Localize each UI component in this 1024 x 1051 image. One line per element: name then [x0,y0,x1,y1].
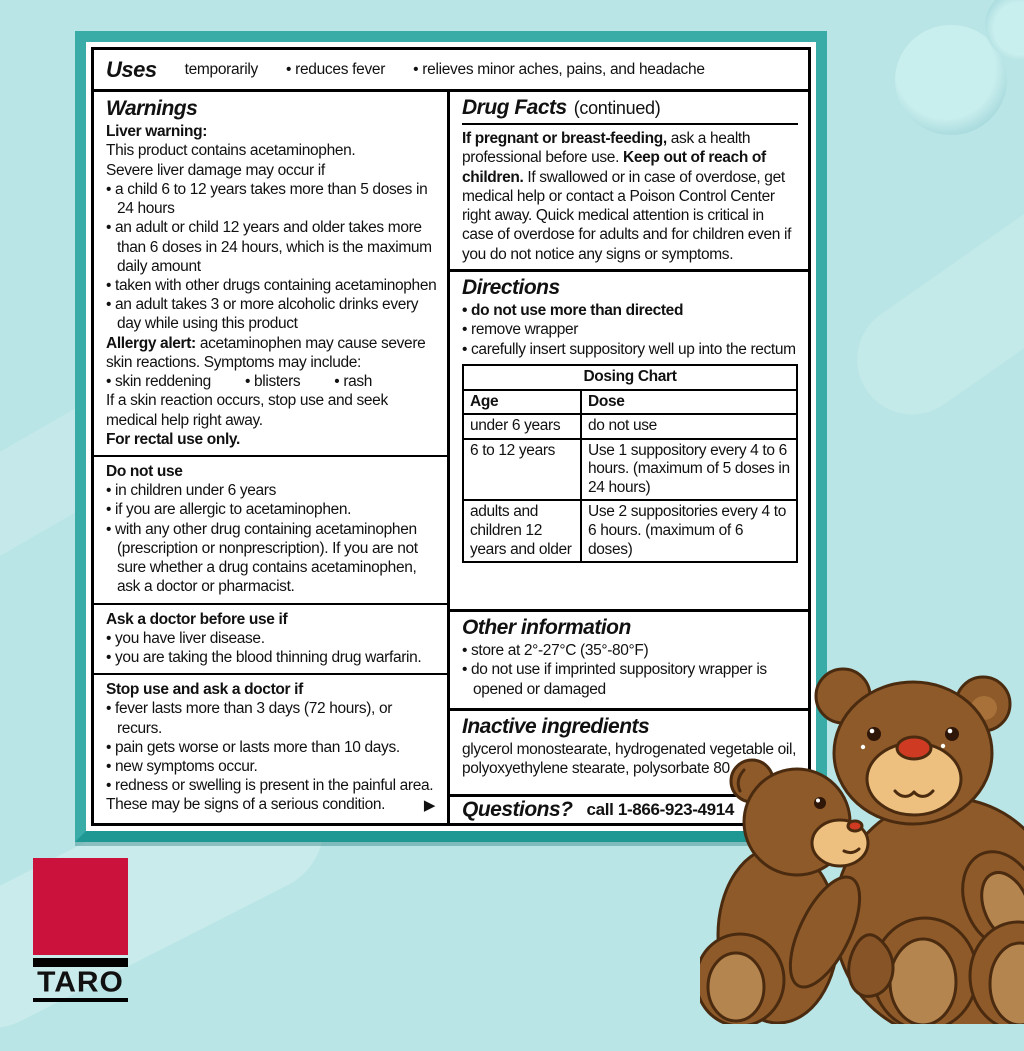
pregnancy-bold: If pregnant or breast-feeding, [462,130,667,148]
uses-item: • relieves minor aches, pains, and headache [413,60,705,78]
liver-bullet: • a child 6 to 12 years takes more than 5 doses in 24 hours [106,180,428,218]
do-not-use-bullet: • with any other drug containing acetaminophen (prescription or nonprescription). If you are not sure whether a drug contains acetaminophen, ask a doctor or pharmacist. [106,520,418,596]
do-not-use-bullet: • if you are allergic to acetaminophen. [106,501,352,519]
liver-warning-title: Liver warning: [106,123,208,141]
directions-bullet: • carefully insert suppository well up into the rectum [462,340,796,358]
questions-phone: call 1-866-923-4914 [586,800,734,820]
dosing-dose-cell: do not use [581,414,797,439]
pregnancy-warning-paragraph [462,129,798,264]
table-row [463,439,797,501]
allergy-symptom: • skin reddening [106,373,211,391]
table-row [463,500,797,562]
section-divider [94,455,447,457]
directions-bullet: • remove wrapper [462,321,579,339]
allergy-reaction-line: If a skin reaction occurs, stop use and seek medical help right away. [106,392,388,429]
allergy-alert [106,334,437,372]
taro-logo-bar [33,958,128,967]
other-info-bullet: • store at 2°-27°C (35°-80°F) [462,642,649,660]
liver-bullet: • taken with other drugs containing acetaminophen [106,277,437,294]
dosing-col-dose: Dose [581,390,797,415]
ask-doctor-bullet: • you have liver disease. [106,629,265,647]
dosing-chart-table [462,364,798,563]
dosing-col-age: Age [463,390,581,415]
section-divider [94,603,447,605]
allergy-symptoms [106,372,437,391]
liver-bullet: • an adult or child 12 years and older takes more than 6 doses in 24 hours, which is the maximum daily amount [106,219,432,275]
inactive-ingredients-heading: Inactive ingredients [462,715,650,738]
stop-use-footer-text: These may be signs of a serious condition. [106,796,386,814]
directions-section [450,272,808,612]
uses-section [94,50,808,92]
dosing-dose-cell: Use 1 suppository every 4 to 6 hours. (maximum of 5 doses in 24 hours) [581,439,797,501]
rectal-use-line: For rectal use only. [106,430,240,448]
continue-arrow-icon: ▶ [423,796,435,814]
uses-item: temporarily [184,60,258,78]
stop-use-bullet: • fever lasts more than 3 days (72 hours), or recurs. [106,700,393,737]
ask-doctor-title: Ask a doctor before use if [106,610,288,628]
directions-bullet: • do not use more than directed [462,302,684,320]
do-not-use-bullet: • in children under 6 years [106,482,277,500]
allergy-symptom: • blisters [244,373,301,391]
overdose-text: If swallowed or in case of overdose, get medical help or contact a Poison Control Center right away. Quick medical attention is critical in case of overdose for adults and for children even if you do not notice any signs or symptoms. [462,168,792,263]
section-divider [94,673,447,675]
stop-use-bullet: • new symptoms occur. [106,758,258,776]
taro-logo [33,858,128,1002]
allergy-alert-title: Allergy alert: [106,334,196,352]
pregnancy-text: ask a health professional before use. [462,130,751,167]
liver-warning-line: Severe liver damage may occur if [106,161,325,179]
drug-facts-continued-section [450,92,808,272]
dosing-age-cell: adults and children 12 years and older [463,500,581,562]
teddy-bears-svg [700,650,1024,1024]
ask-doctor-bullet: • you are taking the blood thinning drug warfarin. [106,648,422,666]
stop-use-title: Stop use and ask a doctor if [106,681,303,699]
drug-facts-heading-row [462,95,798,125]
stop-use-bullet: • pain gets worse or lasts more than 10 days. [106,738,400,756]
allergy-symptom: • rash [334,373,373,391]
dosing-age-cell: 6 to 12 years [463,439,581,501]
drug-facts-heading: Drug Facts [462,96,567,119]
uses-item: • reduces fever [285,60,386,78]
background-streak [836,174,1024,436]
directions-heading: Directions [462,276,560,299]
table-row [463,414,797,439]
taro-logo-underline [33,998,128,1002]
dosing-age-cell: under 6 years [463,414,581,439]
other-info-bullet: • do not use if imprinted suppository wrapper is opened or damaged [462,661,767,698]
uses-heading: Uses [106,56,157,82]
allergy-alert-text: acetaminophen may cause severe skin reactions. Symptoms may include: [106,334,426,371]
dosing-dose-cell: Use 2 suppositories every 4 to 6 hours. (maximum of 6 doses) [581,500,797,562]
warnings-heading: Warnings [106,97,198,120]
other-information-heading: Other information [462,616,631,639]
keep-out-bold: Keep out of reach of children. [462,149,766,186]
inactive-ingredients-text: glycerol monostearate, hydrogenated vegetable oil, polyoxyethylene stearate, polysorbate 80 [462,741,797,778]
do-not-use-title: Do not use [106,462,183,480]
drug-facts-continued-label: (continued) [573,98,661,118]
taro-logo-wordmark: TARO [37,966,124,999]
stop-use-footer [106,795,437,814]
stop-use-bullet: • redness or swelling is present in the painful area. [106,777,434,795]
questions-heading: Questions? [462,797,573,821]
teddy-bears-illustration [700,650,1024,1024]
liver-warning-line: This product contains acetaminophen. [106,142,356,160]
dosing-chart-title: Dosing Chart [463,365,797,390]
liver-bullet: • an adult takes 3 or more alcoholic drinks every day while using this product [106,296,419,333]
warnings-section [94,92,450,823]
taro-logo-square [33,858,128,955]
